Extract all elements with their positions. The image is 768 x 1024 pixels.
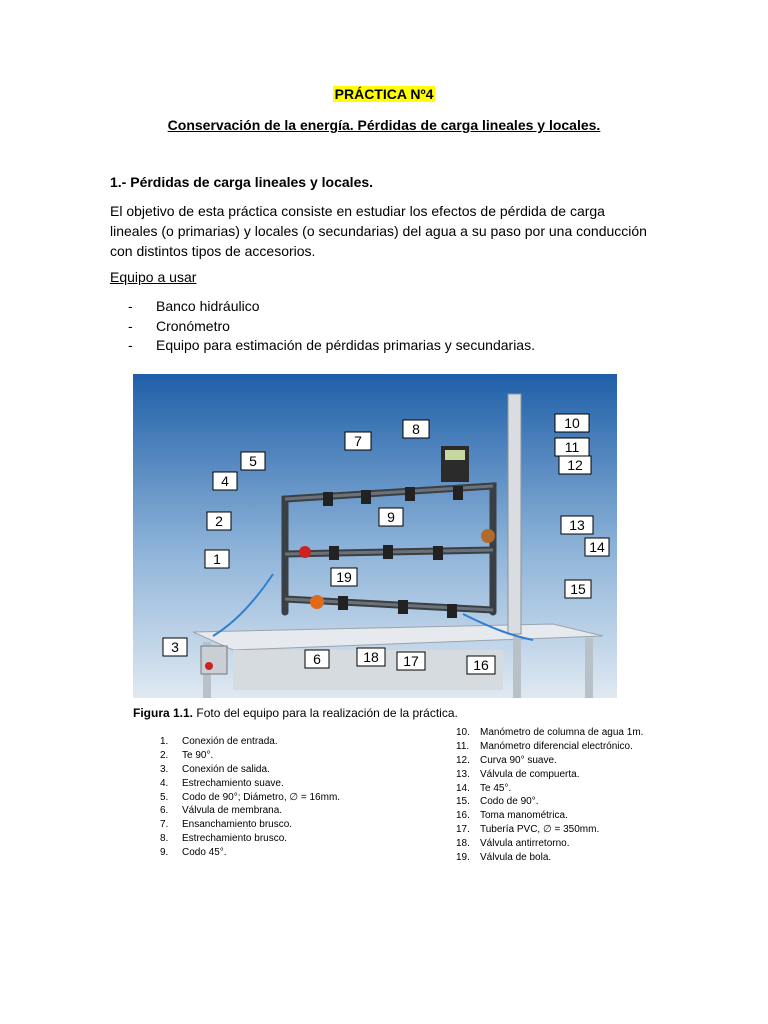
equipment-list <box>128 298 535 357</box>
svg-text:5: 5 <box>249 453 257 469</box>
callout-11 <box>555 438 589 456</box>
svg-text:2: 2 <box>215 513 223 529</box>
svg-text:17: 17 <box>403 653 419 669</box>
legend-item: 14. Te 45°. <box>456 782 512 794</box>
legend-item: 3. Conexión de salida. <box>160 763 270 775</box>
legend-item: 9. Codo 45°. <box>160 847 227 859</box>
svg-text:10: 10 <box>564 415 580 431</box>
callout-4 <box>213 472 237 490</box>
svg-text:14: 14 <box>589 539 605 555</box>
callout-7 <box>345 432 371 450</box>
svg-text:19: 19 <box>336 569 352 585</box>
callout-17 <box>397 652 425 670</box>
svg-text:1: 1 <box>213 551 221 567</box>
paragraph-line: El objetivo de esta práctica consiste en estudiar los efectos de pérdida de carga <box>110 203 605 219</box>
svg-text:16: 16 <box>473 657 489 673</box>
svg-text:6: 6 <box>313 651 321 667</box>
svg-text:9: 9 <box>387 509 395 525</box>
legend-item: 1. Conexión de entrada. <box>160 736 278 747</box>
paragraph-line: con distintos tipos de accesorios. <box>110 243 316 259</box>
list-item: - Cronómetro <box>128 317 230 334</box>
objective-paragraph <box>110 201 650 261</box>
callout-12 <box>559 456 591 474</box>
legend-item: 2. Te 90°. <box>160 749 214 761</box>
svg-text:12: 12 <box>567 457 583 473</box>
legend-list-left <box>160 736 340 861</box>
legend-item: 10. Manómetro de columna de agua 1m. <box>456 727 644 738</box>
callout-10 <box>555 414 589 432</box>
callout-6 <box>305 650 329 668</box>
callout-18 <box>357 648 385 666</box>
equipment-photo <box>133 374 617 698</box>
callout-19 <box>331 568 357 586</box>
legend-item: 15. Codo de 90°. <box>456 796 539 808</box>
legend-item: 19. Válvula de bola. <box>456 852 552 864</box>
paragraph-line: lineales (o primarias) y locales (o secundarias) del agua a su paso por una conducción <box>110 223 647 239</box>
legend-item: 11. Manómetro diferencial electrónico. <box>456 740 633 752</box>
callout-16 <box>467 656 495 674</box>
list-item: - Equipo para estimación de pérdidas primarias y secundarias. <box>128 337 535 353</box>
svg-text:15: 15 <box>570 581 586 597</box>
callout-9 <box>379 508 403 526</box>
svg-text:7: 7 <box>354 433 362 449</box>
svg-text:4: 4 <box>221 473 229 489</box>
callout-15 <box>565 580 591 598</box>
legend-item: 16. Toma manométrica. <box>456 810 568 822</box>
section-heading: 1.- Pérdidas de carga lineales y locales. <box>110 174 374 190</box>
svg-text:13: 13 <box>569 517 585 533</box>
equipment-heading: Equipo a usar <box>110 269 197 285</box>
legend-item: 8. Estrechamiento brusco. <box>160 833 288 845</box>
callout-1 <box>205 550 229 568</box>
figure-caption: Figura 1.1. Foto del equipo para la realización de la práctica. <box>133 706 458 720</box>
svg-text:11: 11 <box>564 439 580 455</box>
legend-item: 5. Codo de 90°; Diámetro, ∅ = 16mm. <box>160 791 341 803</box>
practice-subtitle: Conservación de la energía. Pérdidas de carga lineales y locales. <box>167 117 601 133</box>
callout-8 <box>403 420 429 438</box>
callout-14 <box>585 538 609 556</box>
legend-list-right <box>456 727 643 866</box>
callout-13 <box>561 516 593 534</box>
legend-item: 4. Estrechamiento suave. <box>160 777 284 789</box>
callout-3 <box>163 638 187 656</box>
svg-text:8: 8 <box>412 421 420 437</box>
legend-item: 6. Válvula de membrana. <box>160 805 283 817</box>
legend-item: 17. Tubería PVC, ∅ = 350mm. <box>456 824 600 836</box>
svg-text:18: 18 <box>363 649 379 665</box>
legend-item: 18. Válvula antirretorno. <box>456 838 570 850</box>
callout-2 <box>207 512 231 530</box>
practice-title: PRÁCTICA Nº4 <box>334 86 434 102</box>
svg-text:3: 3 <box>171 639 179 655</box>
list-item: - Banco hidráulico <box>128 298 260 314</box>
callout-5 <box>241 452 265 470</box>
legend-item: 7. Ensanchamiento brusco. <box>160 819 293 831</box>
legend-item: 13. Válvula de compuerta. <box>456 768 580 780</box>
legend-item: 12. Curva 90° suave. <box>456 754 557 766</box>
